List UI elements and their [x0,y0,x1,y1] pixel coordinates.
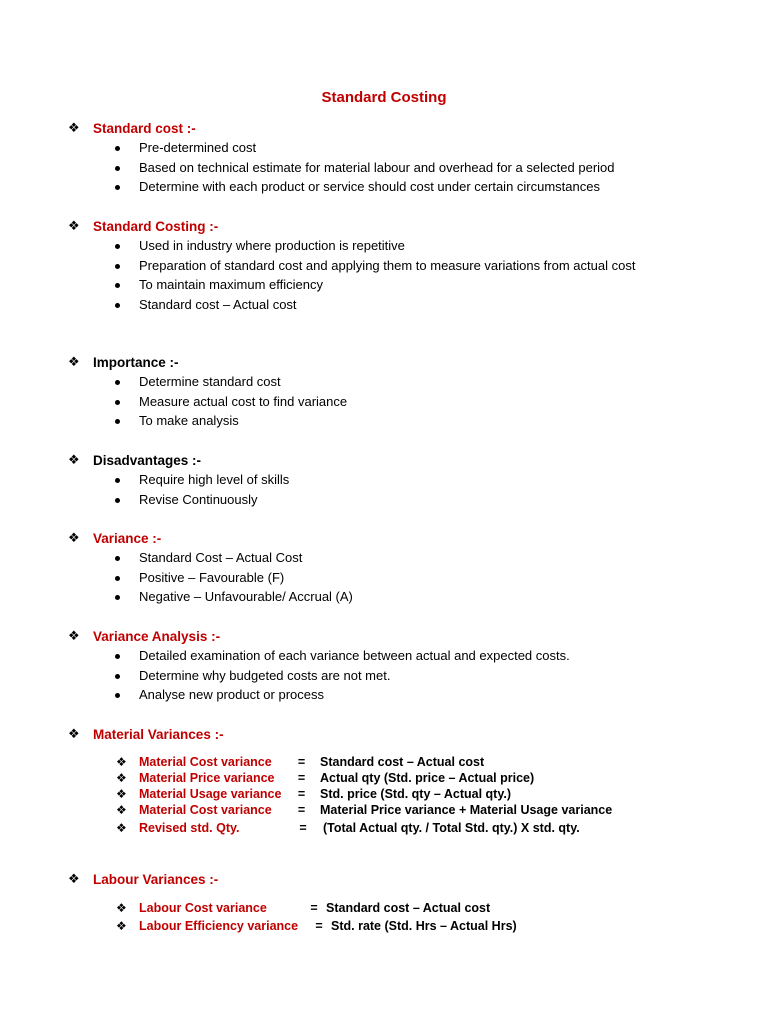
list-item: Detailed examination of each variance between actual and expected costs. [68,646,749,666]
formula-row [116,802,612,818]
diamond-bullet-icon: ❖ [68,530,80,545]
bullet-dot-icon [115,576,120,581]
list-item: Measure actual cost to find variance [68,392,749,412]
bullet-list [68,236,749,314]
diamond-bullet-icon: ❖ [116,803,127,817]
section-variance-analysis [68,626,749,705]
equals-sign: = [315,919,323,933]
bullet-dot-icon [115,674,120,679]
heading-text: Standard cost :- [93,120,196,136]
diamond-bullet-icon: ❖ [116,901,127,915]
formula-row [116,786,511,802]
formula-label: Material Cost variance [139,803,272,817]
section-heading [68,869,218,889]
formula-text: (Total Actual qty. / Total Std. qty.) X std. qty. [323,821,580,835]
heading-text: Variance :- [93,530,162,546]
list-item: Negative – Unfavourable/ Accrual (A) [68,587,749,607]
list-item: Determine with each product or service should cost under certain circumstances [68,177,749,197]
formula-row [116,754,484,770]
bullet-dot-icon [115,498,120,503]
bullet-dot-icon [115,654,120,659]
list-item: Standard cost – Actual cost [68,295,749,315]
diamond-bullet-icon: ❖ [116,787,127,801]
formula-row [116,820,580,836]
equals-sign: = [297,755,306,769]
formula-row [116,900,490,916]
bullet-dot-icon [115,264,120,269]
equals-sign: = [297,771,306,785]
bullet-dot-icon [115,595,120,600]
heading-text: Variance Analysis :- [93,628,221,644]
diamond-bullet-icon: ❖ [68,354,80,369]
formula-label: Material Usage variance [139,787,282,801]
bullet-dot-icon [115,166,120,171]
bullet-dot-icon [115,283,120,288]
formula-text: Std. price (Std. qty – Actual qty.) [320,787,511,801]
list-item: To maintain maximum efficiency [68,275,749,295]
formula-text: Standard cost – Actual cost [326,901,491,915]
list-item: Based on technical estimate for material labour and overhead for a selected period [68,158,749,178]
list-item: Standard Cost – Actual Cost [68,548,749,568]
section-importance [68,352,749,431]
section-heading [68,528,749,548]
equals-sign: = [299,821,307,835]
diamond-bullet-icon: ❖ [68,871,80,886]
bullet-dot-icon [115,380,120,385]
list-item: Preparation of standard cost and applying them to measure variations from actual cost [68,256,749,276]
section-material-variances [68,724,224,744]
bullet-list [68,548,749,607]
heading-text: Disadvantages :- [93,452,202,468]
diamond-bullet-icon: ❖ [68,628,80,643]
heading-text: Material Variances :- [93,726,224,742]
heading-text: Standard Costing :- [93,218,219,234]
bullet-list [68,372,749,431]
diamond-bullet-icon: ❖ [116,821,127,835]
diamond-bullet-icon: ❖ [68,218,80,233]
equals-sign: = [310,901,318,915]
diamond-bullet-icon: ❖ [68,726,80,741]
formula-row [116,918,517,934]
diamond-bullet-icon: ❖ [68,452,80,467]
list-item: To make analysis [68,411,749,431]
section-heading [68,626,749,646]
section-heading [68,724,224,744]
formula-text: Standard cost – Actual cost [320,755,485,769]
section-disadvantages [68,450,749,509]
formula-label: Material Price variance [139,771,275,785]
section-standard-cost [68,118,749,197]
diamond-bullet-icon: ❖ [116,771,127,785]
bullet-dot-icon [115,478,120,483]
formula-text: Actual qty (Std. price – Actual price) [320,771,535,785]
document-title: Standard Costing [321,89,447,106]
formula-text: Material Price variance + Material Usage variance [320,803,613,817]
list-item: Positive – Favourable (F) [68,568,749,588]
formula-text: Std. rate (Std. Hrs – Actual Hrs) [331,919,517,933]
section-labour-variances [68,869,218,889]
bullet-dot-icon [115,556,120,561]
bullet-dot-icon [115,303,120,308]
bullet-dot-icon [115,400,120,405]
bullet-list [68,470,749,509]
bullet-list [68,646,749,705]
equals-sign: = [297,803,306,817]
list-item: Pre-determined cost [68,138,749,158]
heading-text: Importance :- [93,354,179,370]
list-item: Require high level of skills [68,470,749,490]
diamond-bullet-icon: ❖ [116,755,127,769]
bullet-dot-icon [115,693,120,698]
list-item: Analyse new product or process [68,685,749,705]
section-standard-costing [68,216,749,314]
formula-label: Material Cost variance [139,755,272,769]
formula-row [116,770,534,786]
formula-label: Labour Efficiency variance [139,919,299,933]
diamond-bullet-icon: ❖ [116,919,127,933]
heading-text: Labour Variances :- [93,871,219,887]
list-item: Revise Continuously [68,490,749,510]
bullet-dot-icon [115,185,120,190]
list-item: Used in industry where production is repetitive [68,236,749,256]
section-heading [68,216,749,236]
section-heading [68,352,749,372]
diamond-bullet-icon: ❖ [68,120,80,135]
equals-sign: = [297,787,306,801]
section-heading [68,118,749,138]
bullet-dot-icon [115,419,120,424]
list-item: Determine standard cost [68,372,749,392]
formula-label: Revised std. Qty. [139,821,240,835]
list-item: Determine why budgeted costs are not met. [68,666,749,686]
bullet-dot-icon [115,244,120,249]
bullet-dot-icon [115,146,120,151]
section-variance [68,528,749,607]
bullet-list [68,138,749,197]
formula-label: Labour Cost variance [139,901,267,915]
section-heading [68,450,749,470]
